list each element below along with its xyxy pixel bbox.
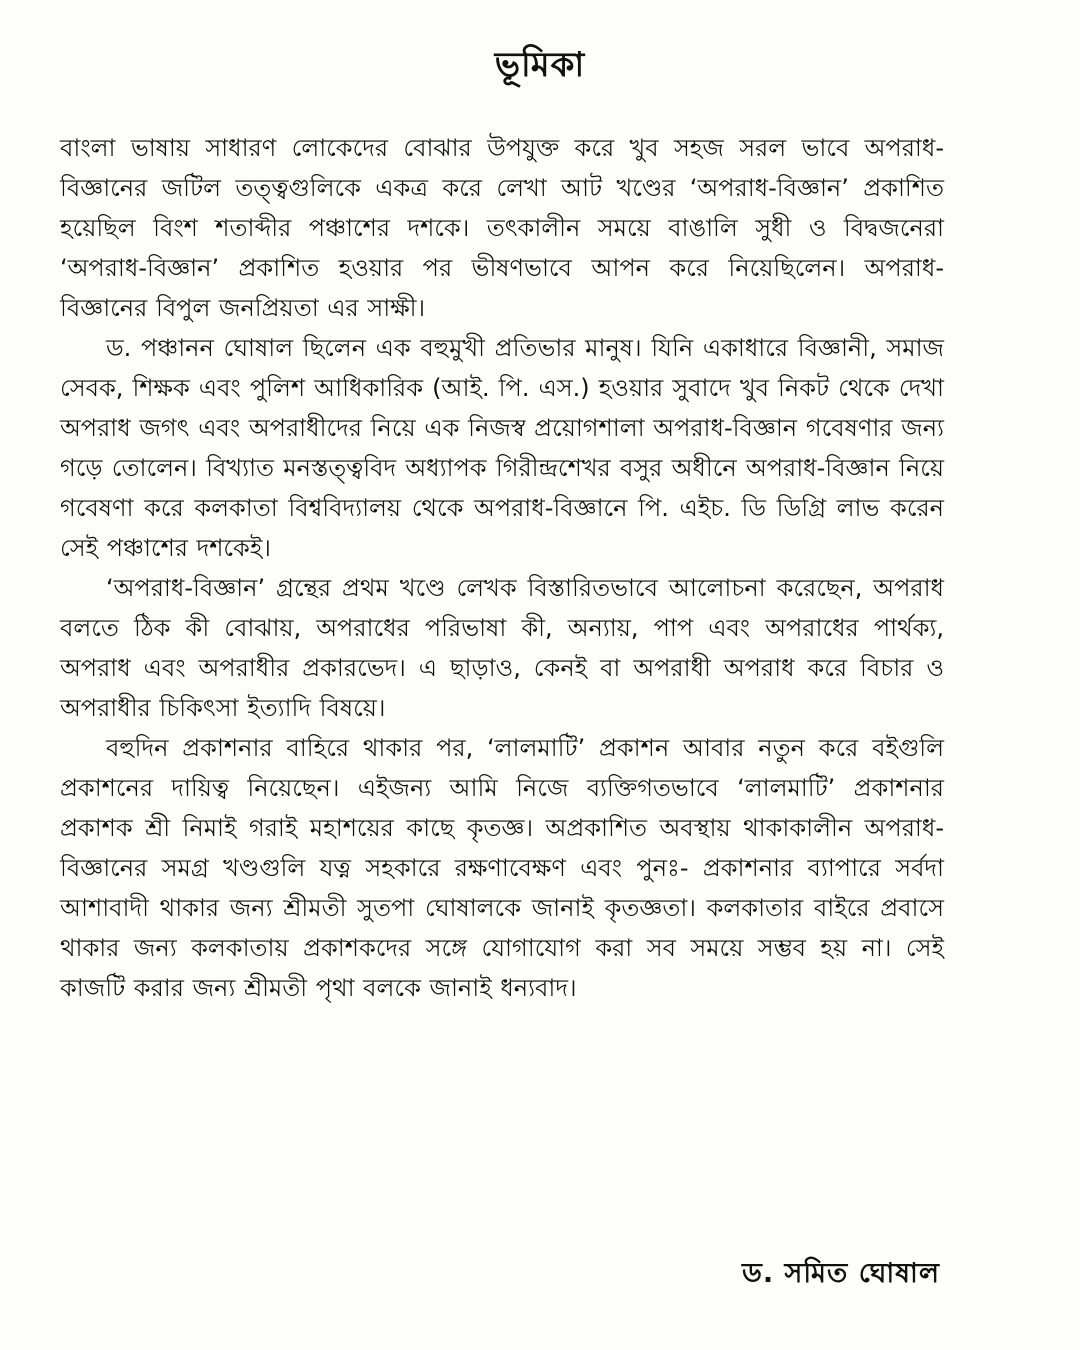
paragraph-acknowledgements: বহুদিন প্রকাশনার বাহিরে থাকার পর, ‘লালমাটি’ প্রকাশন আবার নতুন করে বইগুলি প্রকাশনের দায়িত্ব নিয়েছেন। এইজন্য আমি নিজে ব্যক্তিগতভাবে ‘লালমাটি’ প্রকাশনার প্রকাশক শ্রী নিমাই গরাই মহাশয়ের কাছে কৃতজ্ঞ। অপ্রকাশিত অবস্থায় থাকাকালীন অপরাধ-বিজ্ঞানের সমগ্র খণ্ডগুলি যত্ন সহকারে রক্ষণাবেক্ষণ এবং পুনঃ- প্রকাশনার ব্যাপারে সর্বদা আশাবাদী থাকার জন্য শ্রীমতী সুতপা ঘোষালকে জানাই কৃতজ্ঞতা। কলকাতার বাইরে প্রবাসে থাকার জন্য কলকাতায় প্রকাশকদের সঙ্গে যোগাযোগ করা সব সময়ে সম্ভব হয় না। সেই কাজটি করার জন্য শ্রীমতী পৃথা বলকে জানাই ধন্যবাদ। [60, 734, 944, 1002]
paragraph-first-volume: ‘অপরাধ-বিজ্ঞান’ গ্রন্থের প্রথম খণ্ডে লেখক বিস্তারিতভাবে আলোচনা করেছেন, অপরাধ বলতে ঠিক কী বোঝায়, অপরাধের পরিভাষা কী, অন্যায়, পাপ এবং অপরাধের পার্থক্য, অপরাধ এবং অপরাধীর প্রকারভেদ। এ ছাড়াও, কেনই বা অপরাধী অপরাধ করে বিচার ও অপরাধীর চিকিৎসা ইত্যাদি বিষয়ে। [60, 574, 944, 722]
page-title: ভূমিকা [494, 45, 586, 85]
author-signature: ড. সমিত ঘোষাল [741, 1258, 940, 1289]
paragraph-author-bio: ড. পঞ্চানন ঘোষাল ছিলেন এক বহুমুখী প্রতিভার মানুষ। যিনি একাধারে বিজ্ঞানী, সমাজ সেবক, শিক্ষক এবং পুলিশ আধিকারিক (আই. পি. এস.) হওয়ার সুবাদে খুব নিকট থেকে দেখা অপরাধ জগৎ এবং অপরাধীদের নিয়ে এক নিজস্ব প্রয়োগশালা অপরাধ-বিজ্ঞান গবেষণার জন্য গড়ে তোলেন। বিখ্যাত মনস্তত্ত্ববিদ অধ্যাপক গিরীন্দ্রশেখর বসুর অধীনে অপরাধ-বিজ্ঞান নিয়ে গবেষণা করে কলকাতা বিশ্ববিদ্যালয় থেকে অপরাধ-বিজ্ঞানে পি. এইচ. ডি ডিগ্রি লাভ করেন সেই পঞ্চাশের দশকেই। [60, 334, 944, 562]
paragraph-intro: বাংলা ভাষায় সাধারণ লোকেদের বোঝার উপযুক্ত করে খুব সহজ সরল ভাবে অপরাধ-বিজ্ঞানের জটিল তত্ত্বগুলিকে একত্র করে লেখা আট খণ্ডের ‘অপরাধ-বিজ্ঞান’ প্রকাশিত হয়েছিল বিংশ শতাব্দীর পঞ্চাশের দশকে। তৎকালীন সময়ে বাঙালি সুধী ও বিদ্বজনেরা ‘অপরাধ-বিজ্ঞান’ প্রকাশিত হওয়ার পর ভীষণভাবে আপন করে নিয়েছিলেন। অপরাধ-বিজ্ঞানের বিপুল জনপ্রিয়তা এর সাক্ষী। [60, 134, 944, 322]
preface-body [60, 128, 944, 1008]
